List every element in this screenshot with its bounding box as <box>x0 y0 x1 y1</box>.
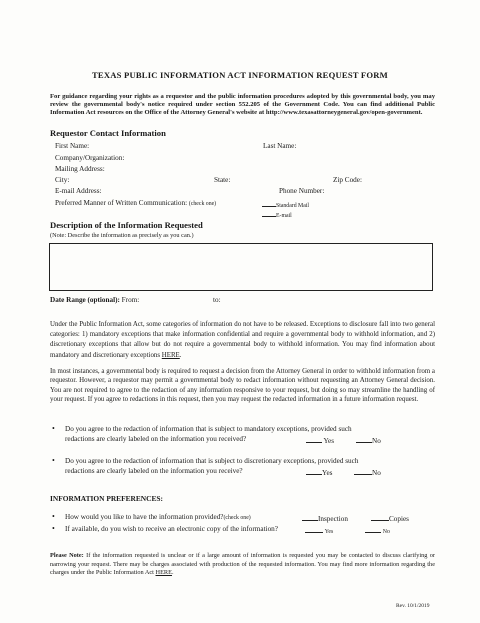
requestor-heading: Requestor Contact Information <box>50 128 166 138</box>
electronic-yes-text: Yes <box>324 529 334 535</box>
bullet-icon: • <box>52 424 55 433</box>
preferred-communication-text: Preferred Manner of Written Communication: <box>55 199 188 207</box>
description-heading: Description of the Information Requested <box>50 220 203 230</box>
please-note-paragraph: Please Note: If the information requested is unclear or if a large amount of information is requested you may be contacted to discuss clarifying or narrowing your request. There may be charges associated with production of the requested information. You may find more information regarding the charges under the Public Information Act HERE. <box>50 552 435 577</box>
q1-no-blank[interactable] <box>356 435 372 443</box>
standard-mail-blank[interactable] <box>262 199 276 207</box>
inspection-blank[interactable] <box>302 513 318 521</box>
first-name-label: First Name: <box>55 142 90 150</box>
form-title: TEXAS PUBLIC INFORMATION ACT INFORMATION REQUEST FORM <box>92 70 388 80</box>
date-range-label: Date Range (optional): <box>50 296 120 304</box>
check-one-note: (check one) <box>188 201 217 207</box>
copies-text: Copies <box>389 515 409 523</box>
q2-no-text: No <box>372 469 381 477</box>
q2-line1: Do you agree to the redaction of information that is subject to discretionary exceptions, provided such <box>65 457 359 465</box>
copies-option[interactable] <box>371 513 409 523</box>
q1-no-text: No <box>372 437 381 445</box>
revision-date: Rev. 10/1/2019 <box>396 603 430 609</box>
zip-code-label: Zip Code: <box>333 176 362 184</box>
electronic-no-option[interactable] <box>365 525 390 535</box>
q2-line2: redactions are clearly labeled on the information you receive? <box>65 467 243 475</box>
copies-blank[interactable] <box>371 513 389 521</box>
email-blank[interactable] <box>262 209 276 217</box>
city-label: City: <box>55 176 70 184</box>
last-name-label: Last Name: <box>263 142 297 150</box>
email-option[interactable] <box>262 209 292 219</box>
prefs-q2-text: If available, do you wish to receive an electronic copy of the information? <box>65 525 278 533</box>
preferences-heading: INFORMATION PREFERENCES: <box>50 494 163 503</box>
exceptions-link[interactable]: HERE <box>161 351 180 359</box>
exceptions-text: Under the Public Information Act, some categories of information do not have to be released. Exceptions to disclosure fall into two general categories: 1) mandatory exceptions that make information confidential and require a governmental body to withhold information, and 2) discretionary exceptions that allow but do not require a governmental body to withhold information. You may find information about mandatory and discretionary exceptions <box>50 321 435 359</box>
electronic-yes-blank[interactable] <box>305 525 323 533</box>
exceptions-paragraph: Under the Public Information Act, some categories of information do not have to be released. Exceptions to disclosure fall into two general categories: 1) mandatory exceptions that make information confidential and require a governmental body to withhold information, and 2) discretionary exceptions that allow but do not require a governmental body to withhold information. You may find information about mandatory and discretionary exceptions HERE. <box>50 321 435 359</box>
date-range-row <box>50 296 139 304</box>
prefs-q1 <box>65 513 251 521</box>
inspection-text: Inspection <box>318 515 348 523</box>
state-label: State: <box>214 176 231 184</box>
q2-yes-option[interactable] <box>306 467 332 477</box>
q2-no-blank[interactable] <box>354 467 372 475</box>
email-option-text: E-mail <box>276 213 292 219</box>
q2-yes-text: Yes <box>322 469 333 477</box>
standard-mail-option[interactable] <box>262 199 309 209</box>
intro-text: For guidance regarding your rights as a requestor and the public information procedures adopted by this governmental body, you may review the governmental body's notice required under section 552.205 of the Government Code. You can find additional Public Information Act resources on the Office of the Attorney General's website at http://www.texasattorneygeneral.gov/open-government. <box>50 93 435 117</box>
email-address-label: E-mail Address: <box>55 187 102 195</box>
standard-mail-text: Standard Mail <box>276 203 310 209</box>
please-note-label: Please Note: <box>50 552 84 559</box>
preferred-communication-label <box>55 199 216 207</box>
date-from-label: From: <box>121 296 140 304</box>
redaction-paragraph: In most instances, a governmental body is required to request a decision from the Attorney General in order to withhold information from a requestor. However, a requestor may permit a governmental body to redact information without requesting an Attorney General decision. You are not required to agree to the redaction of any information responsive to your request, but doing so may streamline the handling of your request. If you agree to redactions in this request, then you may request the redacted information in a future information request. <box>50 368 435 404</box>
q1-line2: redactions are clearly labeled on the information you received? <box>65 435 247 443</box>
q1-yes-text: Yes <box>323 437 334 445</box>
prefs-q1-text: How would you like to have the information provided? <box>65 513 224 521</box>
description-note: (Note: Describe the information as precisely as you can.) <box>50 232 194 239</box>
q2-yes-blank[interactable] <box>306 467 322 475</box>
q2-no-option[interactable] <box>354 467 381 477</box>
phone-number-label: Phone Number: <box>279 187 325 195</box>
description-box[interactable] <box>49 243 433 291</box>
prefs-q1-note: (check one) <box>223 515 251 521</box>
description-value <box>50 244 432 250</box>
company-label: Company/Organization: <box>55 154 125 162</box>
q1-yes-option[interactable] <box>306 435 334 445</box>
electronic-no-text: No <box>382 529 390 535</box>
date-to-label: to: <box>213 296 221 304</box>
q1-yes-blank[interactable] <box>306 435 322 443</box>
q1-no-option[interactable] <box>356 435 381 445</box>
bullet-icon: • <box>52 456 55 465</box>
inspection-option[interactable] <box>302 513 348 523</box>
bullet-icon: • <box>52 524 55 533</box>
please-note-text: If the information requested is unclear or if a large amount of information is requested you may be contacted to discuss clarifying or narrowing your request. There may be charges associated with production of the requested information. You may find more information regarding the charges under the Public Information Act <box>50 552 435 577</box>
mailing-address-label: Mailing Address: <box>55 165 105 173</box>
charges-link[interactable]: HERE <box>155 569 172 577</box>
electronic-no-blank[interactable] <box>365 525 381 533</box>
bullet-icon: • <box>52 512 55 521</box>
electronic-yes-option[interactable] <box>305 525 333 535</box>
q1-line1: Do you agree to the redaction of information that is subject to mandatory exceptions, provided such <box>65 425 352 433</box>
